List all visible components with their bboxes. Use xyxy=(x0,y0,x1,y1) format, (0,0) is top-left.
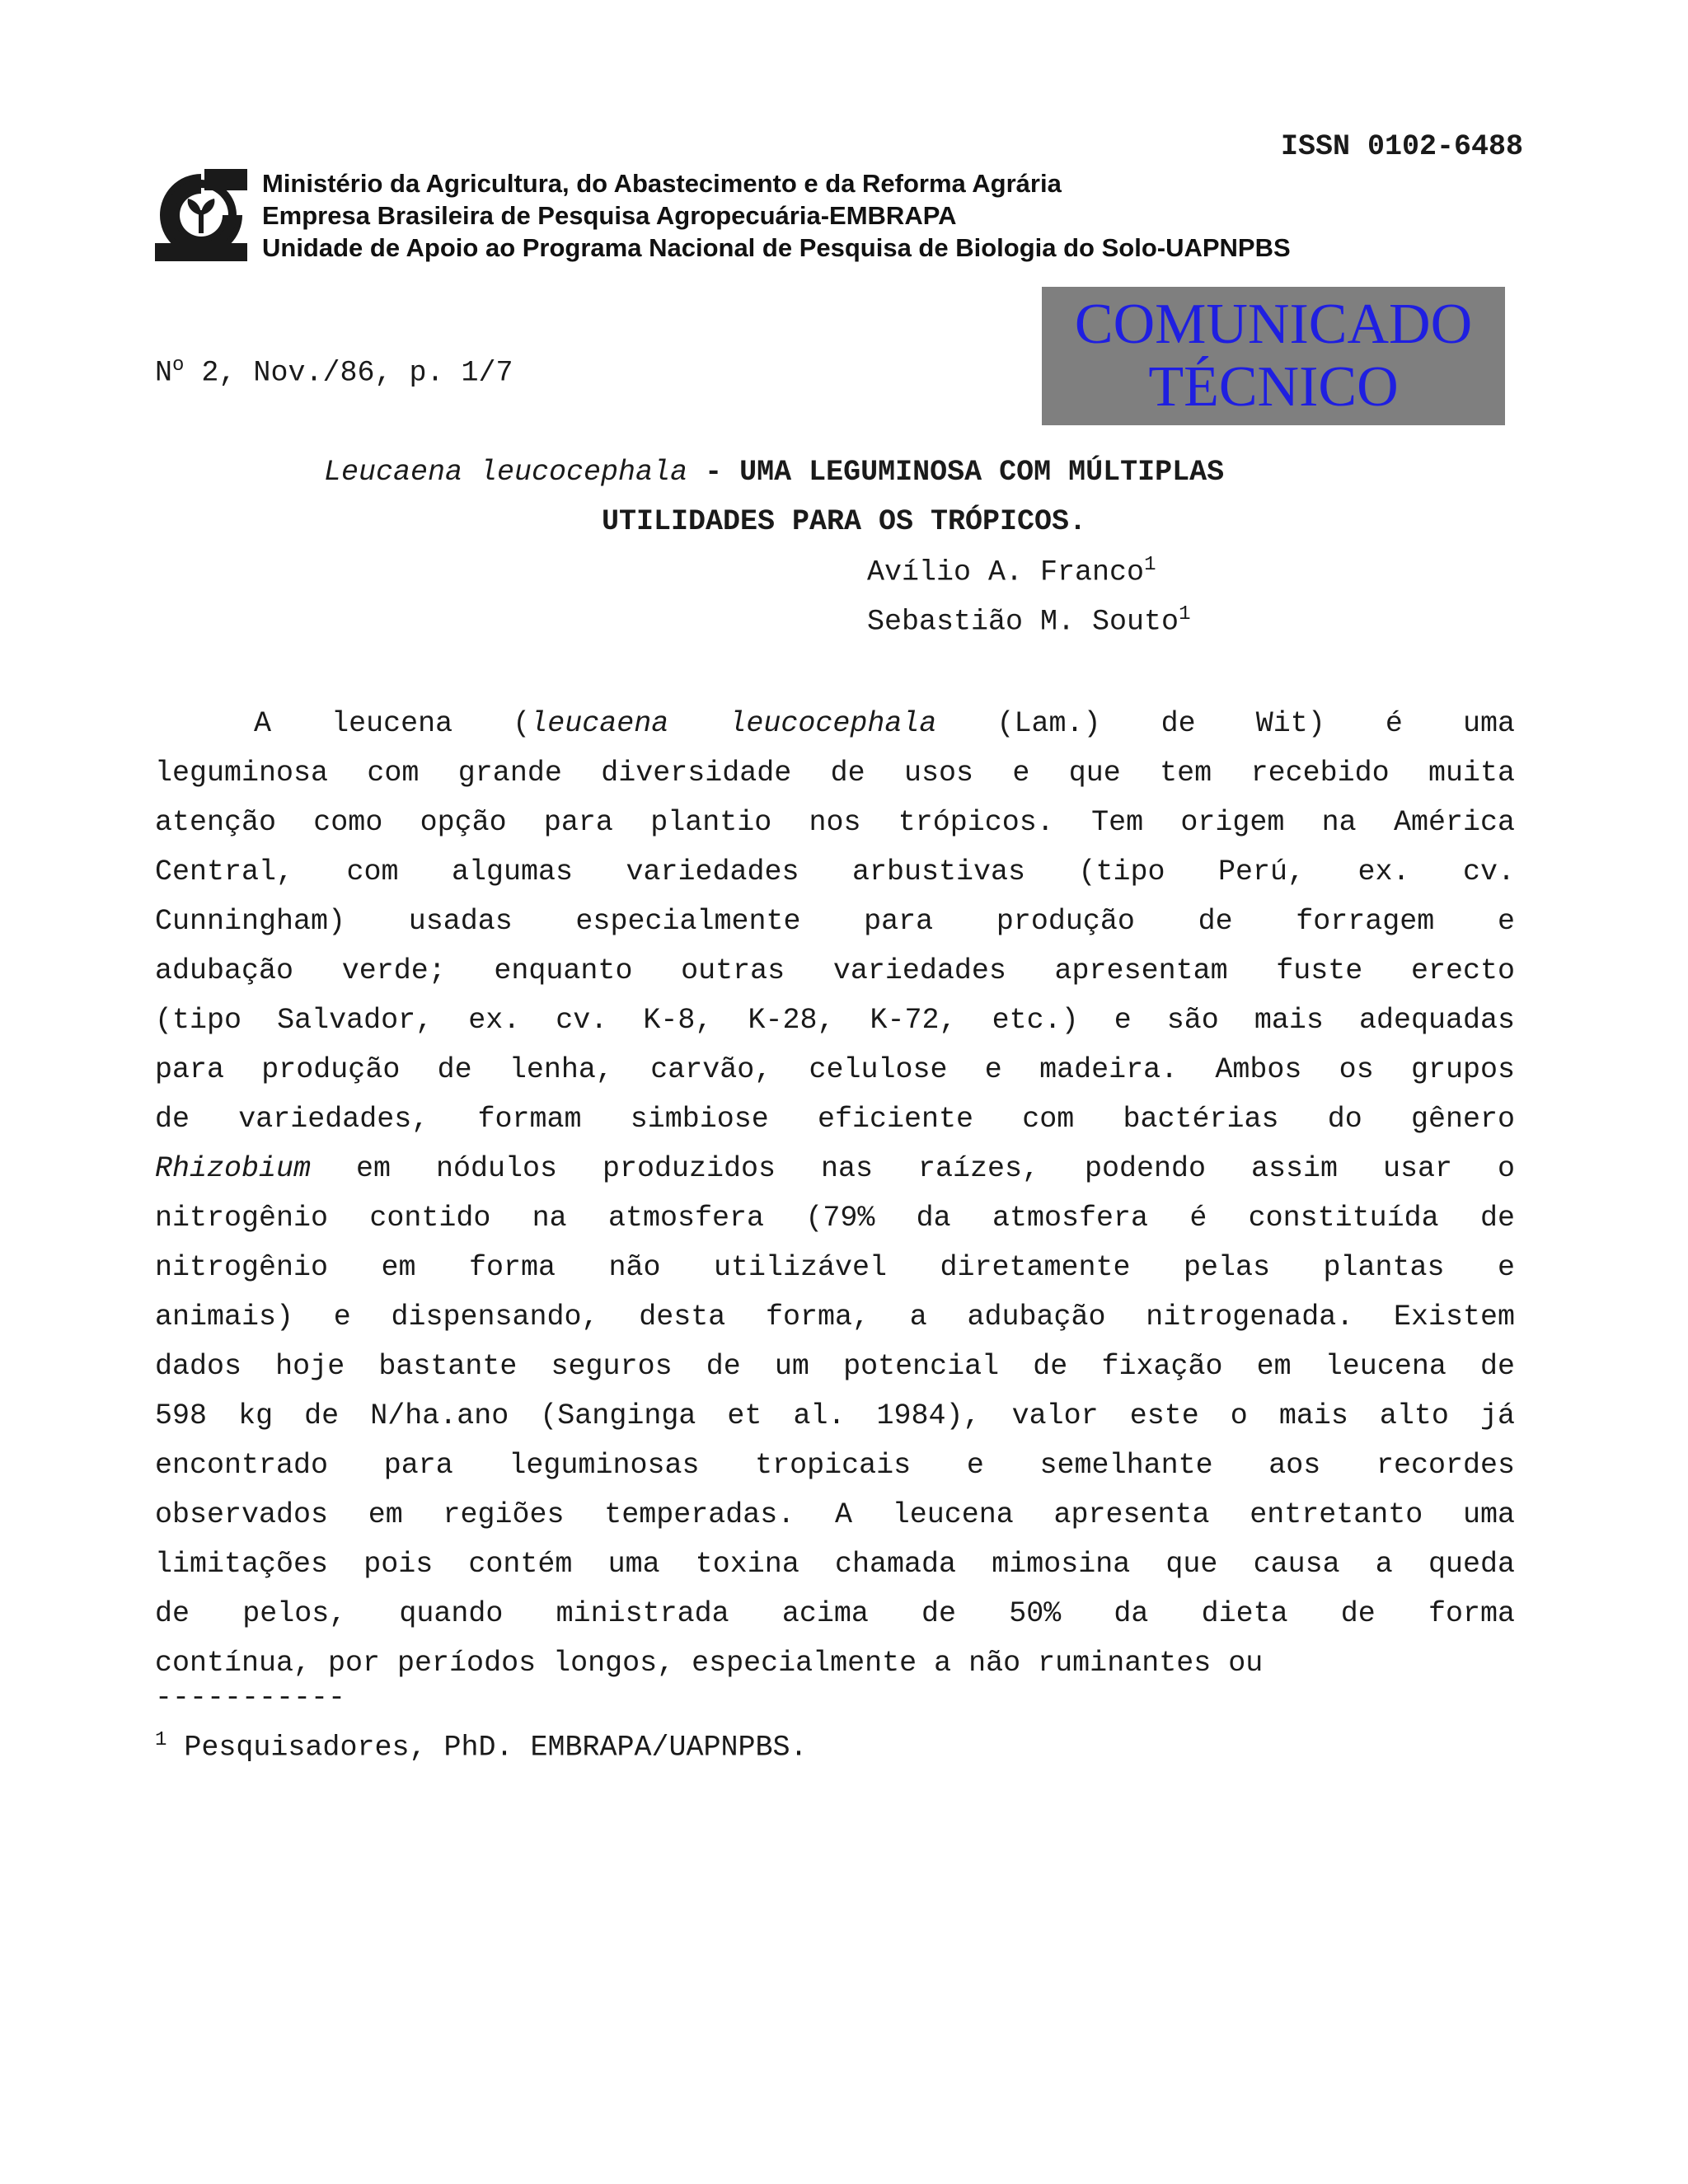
author-franco xyxy=(867,554,1156,589)
footnote-text: Pesquisadores, PhD. EMBRAPA/UAPNPBS. xyxy=(166,1731,808,1765)
comunicado-tecnico-badge xyxy=(1042,287,1505,425)
author-souto xyxy=(867,603,1190,639)
issue-superscript: o xyxy=(172,354,185,377)
body-line xyxy=(155,1144,1515,1193)
body-line: de variedades, formam simbiose eficiente com bactérias do gênero xyxy=(155,1103,1515,1136)
body-species-name: leucaena leucocephala xyxy=(530,707,937,740)
embrapa-logo-icon xyxy=(155,169,247,261)
body-line: adubação verde; enquanto outras variedades apresentam fuste erecto xyxy=(155,954,1515,987)
issue-prefix: N xyxy=(155,356,173,390)
footnote xyxy=(155,1729,808,1765)
body-line xyxy=(155,699,1515,748)
body-line: nitrogênio em forma não utilizável diretamente pelas plantas e xyxy=(155,1251,1515,1284)
body-text: em nódulos produzidos nas raízes, podendo assim usar o xyxy=(311,1152,1515,1185)
badge-line-1: COMUNICADO xyxy=(1074,293,1473,356)
document-title-line-2: UTILIDADES PARA OS TRÓPICOS. xyxy=(601,505,1087,538)
body-line: limitações pois contém uma toxina chamada mimosina que causa a queda xyxy=(155,1548,1515,1581)
author-name: Sebastião M. Souto xyxy=(867,605,1179,639)
body-line: para produção de lenha, carvão, celulose e madeira. Ambos os grupos xyxy=(155,1053,1515,1086)
body-line: animais) e dispensando, desta forma, a adubação nitrogenada. Existem xyxy=(155,1301,1515,1333)
body-genus-name: Rhizobium xyxy=(155,1152,312,1185)
title-text: - UMA LEGUMINOSA COM MÚLTIPLAS xyxy=(687,456,1225,489)
body-paragraph xyxy=(155,699,1515,1688)
issue-number xyxy=(155,354,513,390)
body-line: dados hoje bastante seguros de um potencial de fixação em leucena de xyxy=(155,1350,1515,1383)
author-name: Avílio A. Franco xyxy=(867,555,1145,589)
body-text: A leucena ( xyxy=(254,707,531,740)
issn-number: ISSN 0102-6488 xyxy=(1280,130,1523,163)
author-note-mark: 1 xyxy=(1179,603,1191,626)
footnote-separator: ----------- xyxy=(155,1681,346,1714)
issue-details: 2, Nov./86, p. 1/7 xyxy=(184,356,513,390)
body-line: Central, com algumas variedades arbustivas (tipo Perú, ex. cv. xyxy=(155,855,1515,888)
org-line-uapnpbs: Unidade de Apoio ao Programa Nacional de Pesquisa de Biologia do Solo-UAPNPBS xyxy=(262,233,1291,262)
title-species-name: Leucaena leucocephala xyxy=(324,456,688,489)
body-line: contínua, por períodos longos, especialmente a não ruminantes ou xyxy=(155,1647,1264,1680)
org-line-embrapa: Empresa Brasileira de Pesquisa Agropecuária-EMBRAPA xyxy=(262,201,957,230)
body-text: (Lam.) de Wit) é uma xyxy=(936,707,1515,740)
body-line: nitrogênio contido na atmosfera (79% da atmosfera é constituída de xyxy=(155,1202,1515,1235)
body-line: encontrado para leguminosas tropicais e semelhante aos recordes xyxy=(155,1449,1515,1482)
org-line-ministry: Ministério da Agricultura, do Abastecimento e da Reforma Agrária xyxy=(262,169,1062,198)
body-line: atenção como opção para plantio nos trópicos. Tem origem na América xyxy=(155,806,1515,839)
body-line: Cunningham) usadas especialmente para produção de forragem e xyxy=(155,905,1515,938)
body-line: de pelos, quando ministrada acima de 50% da dieta de forma xyxy=(155,1597,1515,1630)
badge-line-2: TÉCNICO xyxy=(1148,355,1399,419)
footnote-mark: 1 xyxy=(155,1729,167,1751)
author-note-mark: 1 xyxy=(1144,554,1156,576)
body-line: leguminosa com grande diversidade de usos e que tem recebido muita xyxy=(155,757,1515,790)
body-line: observados em regiões temperadas. A leucena apresenta entretanto uma xyxy=(155,1498,1515,1531)
organization-header xyxy=(262,167,1291,264)
body-line: (tipo Salvador, ex. cv. K-8, K-28, K-72, etc.) e são mais adequadas xyxy=(155,1004,1515,1037)
document-title-line-1 xyxy=(324,456,1224,489)
body-line: 598 kg de N/ha.ano (Sanginga et al. 1984), valor este o mais alto já xyxy=(155,1399,1515,1432)
